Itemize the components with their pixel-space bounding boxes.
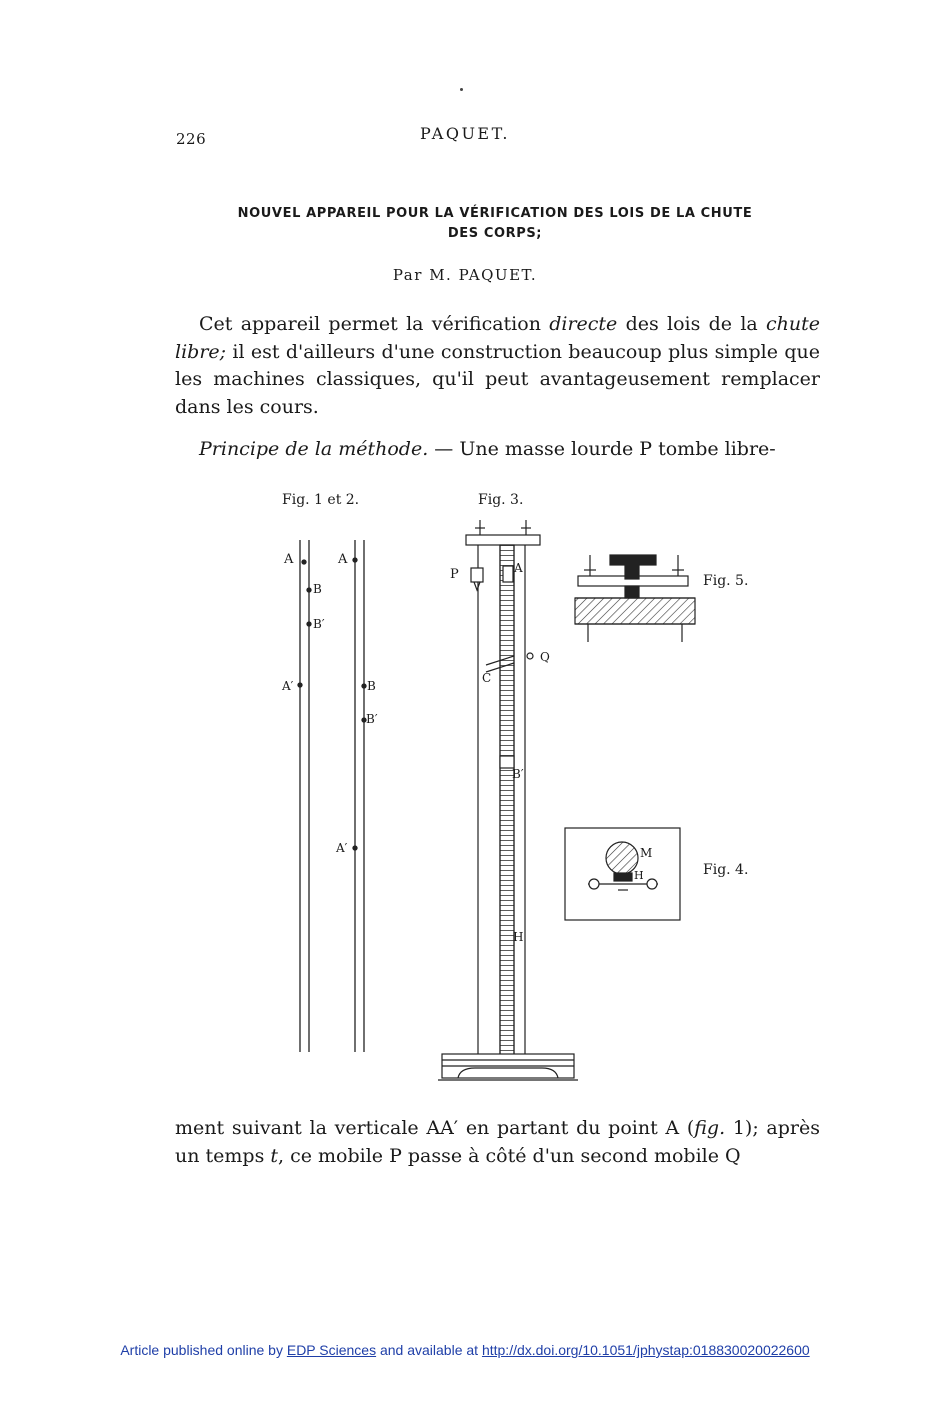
figure-plate bbox=[170, 480, 790, 1090]
footer-prefix: Article published online by bbox=[120, 1342, 287, 1358]
article-title bbox=[160, 204, 830, 244]
label-b-fig2: B bbox=[367, 679, 376, 693]
emphasis-fig: fig. bbox=[694, 1117, 726, 1139]
label-m-fig4: M bbox=[640, 846, 653, 860]
text-run: Cet appareil permet la vérification bbox=[199, 313, 550, 335]
figure-4-drawing bbox=[565, 828, 680, 920]
label-b-fig1: B bbox=[313, 582, 322, 596]
text-run: 1); après un temps bbox=[175, 1117, 820, 1167]
publication-footer bbox=[0, 1342, 930, 1358]
running-head: PAQUET. bbox=[419, 124, 511, 143]
paragraph-intro bbox=[175, 311, 820, 421]
title-line-2: DES CORPS; bbox=[447, 226, 543, 241]
print-speck bbox=[460, 88, 463, 91]
footer-middle: and available at bbox=[376, 1342, 482, 1358]
label-c-fig3: C bbox=[482, 671, 492, 685]
label-p-fig3: P bbox=[450, 567, 459, 582]
text-run: ment suivant la verticale AA′ en partant du point A ( bbox=[175, 1117, 695, 1139]
text-run: , ce mobile P passe à côté d'un second mobile Q bbox=[278, 1144, 741, 1167]
paragraph-continuation bbox=[175, 1115, 820, 1170]
label-q-fig3: Q bbox=[540, 650, 550, 664]
figure-1-drawing bbox=[298, 540, 311, 1052]
text-run: — Une masse lourde P tombe libre- bbox=[428, 438, 776, 460]
label-h-fig3: H bbox=[513, 930, 524, 944]
page-number: 226 bbox=[176, 130, 207, 148]
label-b-prime-fig1: B′ bbox=[313, 617, 325, 631]
paragraph-principe bbox=[175, 436, 820, 464]
publisher-link[interactable]: EDP Sciences bbox=[286, 1342, 377, 1358]
label-a-prime-fig2: A′ bbox=[336, 841, 348, 855]
emphasis-directe: directe bbox=[549, 313, 618, 335]
label-a-fig3: A bbox=[514, 561, 523, 575]
title-line-1: NOUVEL APPAREIL POUR LA VÉRIFICATION DES LOIS DE LA CHUTE bbox=[237, 206, 753, 221]
emphasis-t: t bbox=[270, 1144, 279, 1167]
label-h-fig4: H bbox=[634, 869, 644, 882]
label-a-fig2: A bbox=[338, 552, 348, 567]
figure-2-drawing bbox=[353, 540, 366, 1052]
caption-fig-3: Fig. 3. bbox=[478, 492, 524, 508]
text-run: des lois de la bbox=[617, 313, 767, 335]
figure-3-drawing bbox=[438, 520, 578, 1080]
caption-fig-1-2: Fig. 1 et 2. bbox=[282, 492, 360, 508]
doi-link[interactable]: http://dx.doi.org/10.1051/jphystap:018830020022600 bbox=[481, 1342, 810, 1358]
caption-fig-4: Fig. 4. bbox=[703, 862, 749, 878]
label-b-prime-fig2: B′ bbox=[366, 712, 378, 726]
emphasis-chute-libre: chute libre; bbox=[175, 313, 821, 363]
label-a-prime-fig1: A′ bbox=[282, 679, 294, 693]
section-heading-principe: Principe de la méthode. bbox=[199, 438, 429, 460]
figure-5-drawing bbox=[575, 555, 695, 642]
text-run: il est d'ailleurs d'une construction beaucoup plus simple que les machines classiques, qu'il peut avantageusement remplacer dans les cours. bbox=[175, 340, 820, 418]
byline: Par M. PAQUET. bbox=[392, 266, 538, 284]
label-b-prime-fig3: B′ bbox=[512, 767, 524, 781]
label-a-fig1: A bbox=[284, 552, 294, 567]
caption-fig-5: Fig. 5. bbox=[703, 573, 749, 589]
